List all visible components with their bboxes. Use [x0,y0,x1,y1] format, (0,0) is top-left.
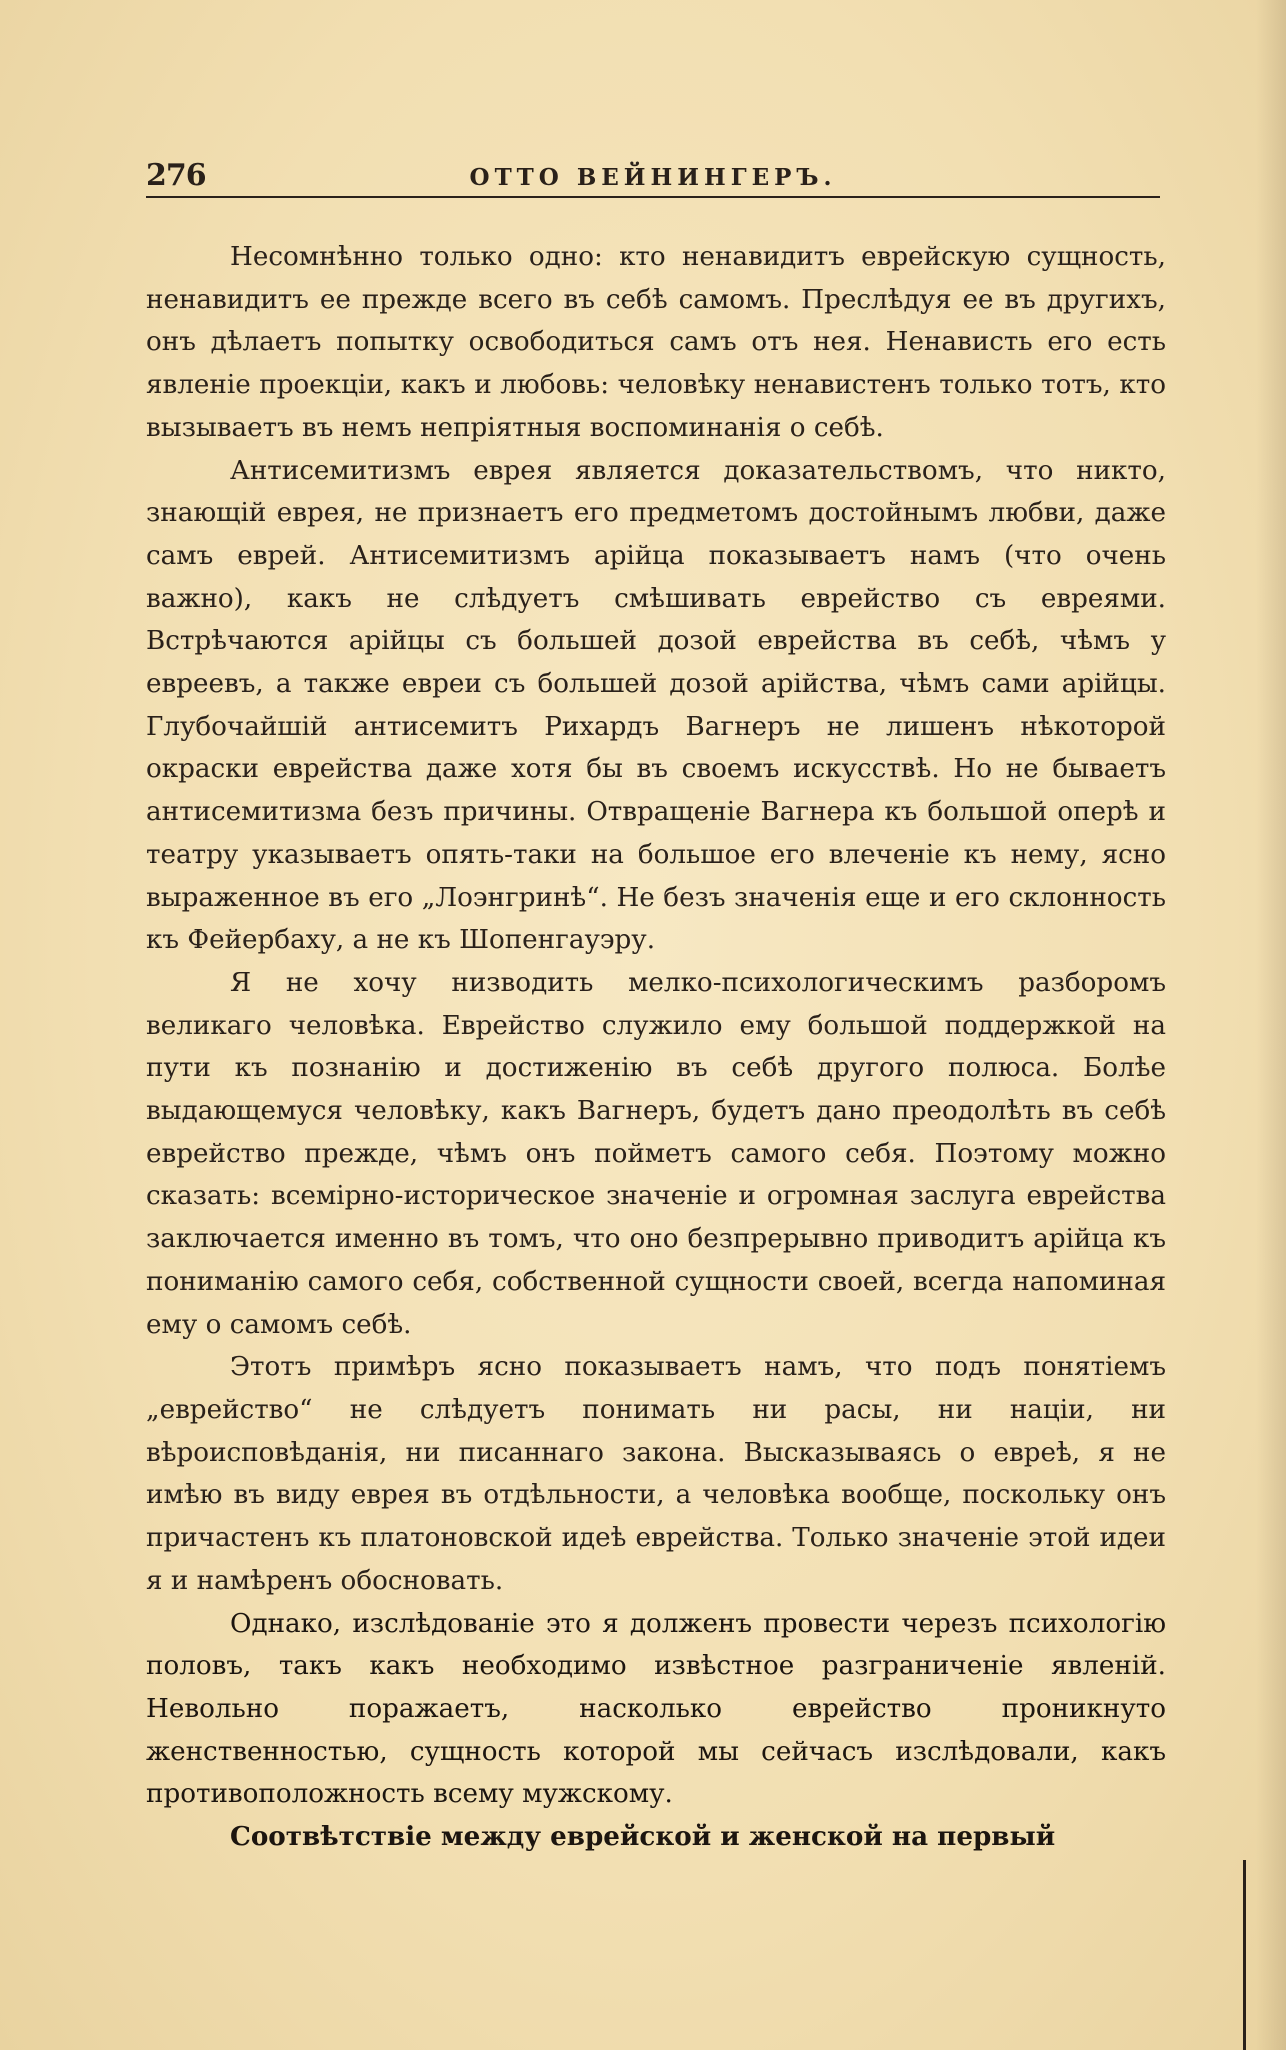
page-edge-shadow [1256,0,1286,2050]
paragraph-6-fragment: Соотвѣтствіе между еврейской и женской на первый [230,1821,1056,1853]
running-title: ОТТО ВЕЙНИНГЕРЪ. [469,164,837,191]
paragraph-5: Однако, изслѣдованіе это я долженъ провести черезъ психологію половъ, такъ какъ необходимо извѣстное разграниченіе явленій. Невольно поражаетъ, насколько еврейство проникнуто женственностью, сущность которой мы сейчасъ изслѣдовали, какъ противоположность всему мужскому. [146,1608,1166,1810]
page-header [146,158,1160,198]
binding-edge-line [1243,1860,1246,2050]
paragraph-4: Этотъ примѣръ ясно показываетъ намъ, что подъ понятіемъ „еврейство“ не слѣдуетъ понимать ни расы, ни націи, ни вѣроисповѣданія, ни писаннаго закона. Высказываясь о евреѣ, я не имѣю въ виду еврея въ отдѣльности, а человѣка вообще, поскольку онъ причастенъ къ платоновской идеѣ еврейства. Только значеніе этой идеи я и намѣренъ обосновать. [146,1352,1166,1596]
paragraph-3: Я не хочу низводить мелко-психологическимъ разборомъ великаго человѣка. Еврейство служило ему большой поддержкой на пути къ познанію и достиженію въ себѣ другого полюса. Болѣе выдающемуся человѣку, какъ Вагнеръ, будетъ дано преодолѣть въ себѣ еврейство прежде, чѣмъ онъ пойметъ самого себя. Поэтому можно сказать: всемірно-историческое значеніе и огромная заслуга еврейства заключается именно въ томъ, что оно безпрерывно приводитъ арійца къ пониманію самого себя, собственной сущности своей, всегда напоминая ему о самомъ себѣ. [146,967,1166,1340]
header-rule [146,196,1160,198]
body-text [146,236,1166,1859]
paragraph-2: Антисемитизмъ еврея является доказательствомъ, что никто, знающій еврея, не признаетъ его предметомъ достойнымъ любви, даже самъ еврей. Антисемитизмъ арійца показываетъ намъ (что очень важно), какъ не слѣдуетъ смѣшивать еврейство съ евреями. Встрѣчаются арійцы съ большей дозой еврейства въ себѣ, чѣмъ у евреевъ, а также евреи съ большей дозой арійства, чѣмъ сами арійцы. Глубочайшій антисемитъ Рихардъ Вагнеръ не лишенъ нѣкоторой окраски еврейства даже хотя бы въ своемъ искусствѣ. Но не бываетъ антисемитизма безъ причины. Отвращеніе Вагнера къ большой оперѣ и театру указываетъ опять-таки на большое его влеченіе къ нему, ясно выраженное въ его „Лоэнгринѣ“. Не безъ значенія еще и его склонность къ Фейербаху, а не къ Шопенгауэру. [146,455,1166,956]
page-number: 276 [146,158,206,193]
paragraph-1: Несомнѣнно только одно: кто ненавидитъ еврейскую сущность, ненавидитъ ее прежде всего въ себѣ самомъ. Преслѣдуя ее въ другихъ, онъ дѣлаетъ попытку освободиться самъ отъ нея. Ненависть его есть явленіе проекціи, какъ и любовь: человѣку ненавистенъ только тотъ, кто вызываетъ въ немъ непріятныя воспоминанія о себѣ. [146,242,1166,443]
